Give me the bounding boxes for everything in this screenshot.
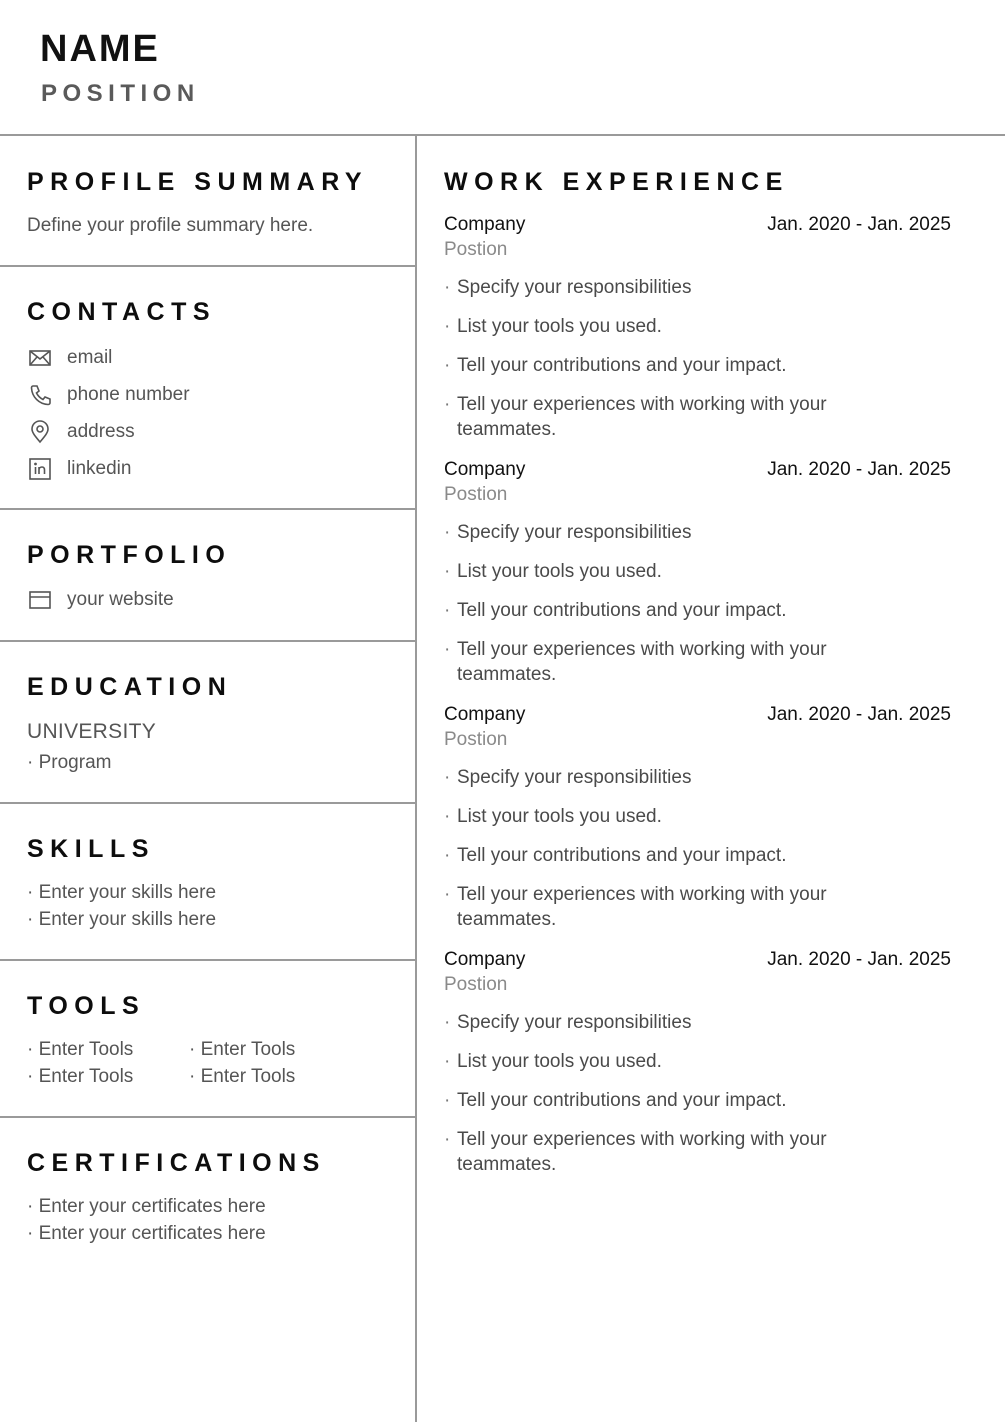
work-experience-title: WORK EXPERIENCE — [444, 168, 789, 196]
education-university: UNIVERSITY — [27, 720, 157, 743]
job-bullet: · Tell your experiences with working with your teammates. — [444, 884, 827, 930]
certification-item: · Enter your certificates here — [27, 1196, 266, 1217]
job-entry — [444, 459, 954, 699]
contact-linkedin-label: linkedin — [67, 458, 132, 479]
job-bullet: · Specify your responsibilities — [444, 1012, 692, 1033]
job-dates: Jan. 2020 - Jan. 2025 — [767, 214, 951, 235]
job-dates: Jan. 2020 - Jan. 2025 — [767, 949, 951, 970]
job-bullet: · List your tools you used. — [444, 1051, 662, 1072]
profile-title: PROFILE SUMMARY — [27, 168, 369, 196]
profile-section — [0, 137, 415, 267]
job-bullet: · Tell your experiences with working with your teammates. — [444, 1129, 827, 1175]
tools-section — [0, 961, 415, 1118]
job-bullet: · List your tools you used. — [444, 561, 662, 582]
job-entry — [444, 704, 954, 944]
job-bullet: · Tell your experiences with working with your teammates. — [444, 394, 827, 440]
portfolio-website-label: your website — [67, 589, 174, 610]
job-bullet: · List your tools you used. — [444, 806, 662, 827]
contact-address-label: address — [67, 421, 135, 442]
tool-item: · Enter Tools — [189, 1039, 296, 1060]
phone-icon — [27, 383, 53, 407]
job-company: Company — [444, 949, 526, 970]
job-bullet: · Tell your contributions and your impact. — [444, 1090, 787, 1111]
job-position: Postion — [444, 239, 508, 260]
mail-icon — [27, 346, 53, 370]
education-title: EDUCATION — [27, 673, 233, 701]
job-bullet: · Tell your experiences with working with your teammates. — [444, 639, 827, 685]
job-company: Company — [444, 459, 526, 480]
contact-linkedin[interactable] — [27, 455, 131, 483]
job-entry — [444, 214, 954, 454]
contacts-title: CONTACTS — [27, 298, 217, 326]
job-position: Postion — [444, 484, 508, 505]
column-divider — [415, 136, 417, 1422]
tools-title: TOOLS — [27, 992, 146, 1020]
job-bullet: · Tell your contributions and your impact. — [444, 845, 787, 866]
portfolio-title: PORTFOLIO — [27, 541, 232, 569]
job-bullet: · List your tools you used. — [444, 316, 662, 337]
resume-name: NAME — [40, 28, 160, 70]
job-company: Company — [444, 704, 526, 725]
job-company: Company — [444, 214, 526, 235]
contact-phone[interactable] — [27, 381, 190, 409]
tool-item: · Enter Tools — [27, 1039, 134, 1060]
job-bullet: · Specify your responsibilities — [444, 767, 692, 788]
contact-address[interactable] — [27, 418, 135, 446]
job-dates: Jan. 2020 - Jan. 2025 — [767, 704, 951, 725]
tool-item: · Enter Tools — [27, 1066, 134, 1087]
contact-email[interactable] — [27, 344, 112, 372]
certification-item: · Enter your certificates here — [27, 1223, 266, 1244]
certifications-section — [0, 1118, 415, 1318]
portfolio-website[interactable] — [27, 586, 174, 614]
contact-phone-label: phone number — [67, 384, 190, 405]
browser-window-icon — [27, 588, 53, 612]
job-entry — [444, 949, 954, 1189]
skill-item: · Enter your skills here — [27, 882, 217, 903]
education-section — [0, 642, 415, 804]
contacts-section — [0, 267, 415, 510]
job-position: Postion — [444, 974, 508, 995]
contact-email-label: email — [67, 347, 113, 368]
job-dates: Jan. 2020 - Jan. 2025 — [767, 459, 951, 480]
linkedin-icon — [27, 457, 53, 481]
education-program: · Program — [27, 752, 112, 773]
skill-item: · Enter your skills here — [27, 909, 217, 930]
left-column — [0, 137, 415, 1318]
job-position: Postion — [444, 729, 508, 750]
job-bullet: · Specify your responsibilities — [444, 277, 692, 298]
skills-title: SKILLS — [27, 835, 155, 863]
resume-header — [0, 0, 1005, 136]
job-bullet: · Tell your contributions and your impact. — [444, 600, 787, 621]
tool-item: · Enter Tools — [189, 1066, 296, 1087]
portfolio-section — [0, 510, 415, 642]
job-bullet: · Specify your responsibilities — [444, 522, 692, 543]
certifications-title: CERTIFICATIONS — [27, 1149, 326, 1177]
map-pin-icon — [27, 420, 53, 444]
skills-section — [0, 804, 415, 961]
resume-position: POSITION — [41, 80, 200, 107]
job-bullet: · Tell your contributions and your impact. — [444, 355, 787, 376]
profile-text: Define your profile summary here. — [27, 215, 314, 236]
